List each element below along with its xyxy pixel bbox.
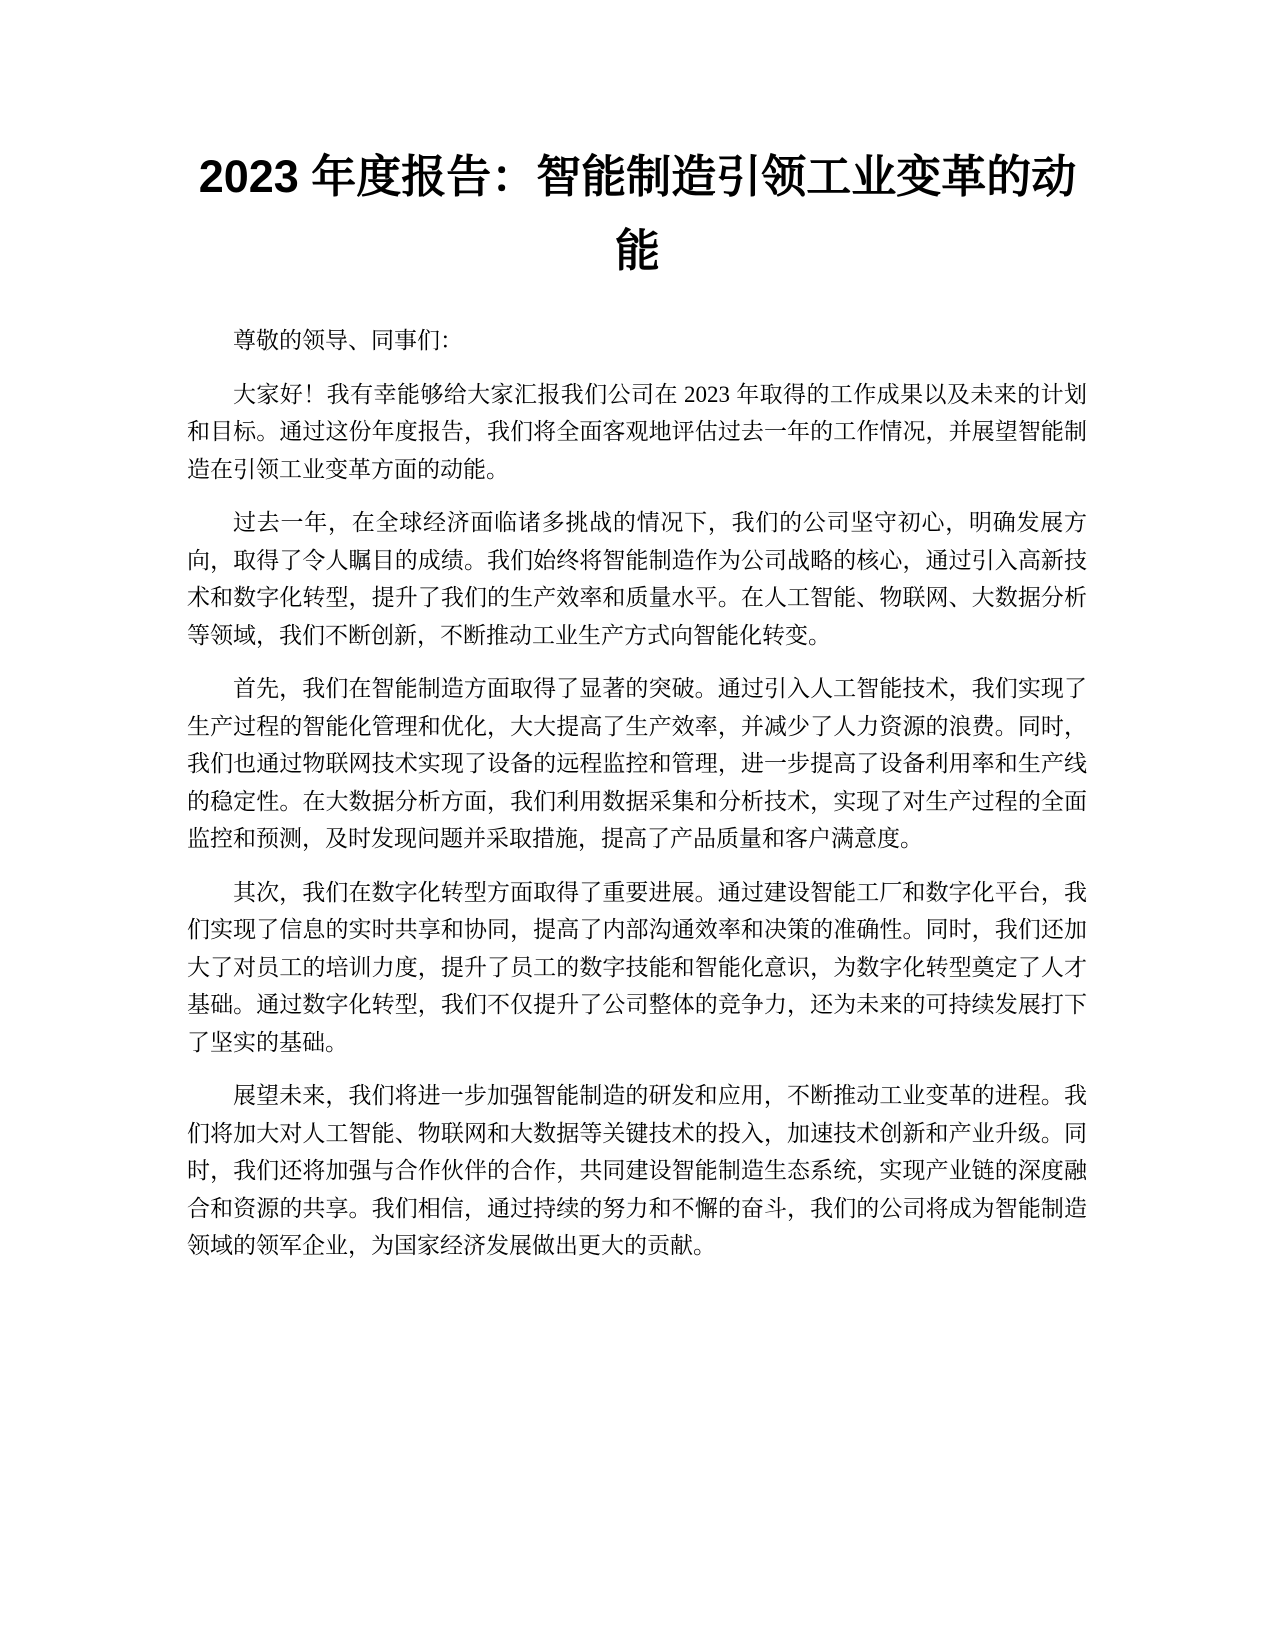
paragraph: 过去一年，在全球经济面临诸多挑战的情况下，我们的公司坚守初心，明确发展方向，取得了令人瞩目的成绩。我们始终将智能制造作为公司战略的核心，通过引入高新技术和数字化转型，提升了我们的生产效率和质量水平。在人工智能、物联网、大数据分析等领域，我们不断创新，不断推动工业生产方式向智能化转变。 (187, 510, 1087, 648)
paragraph: 其次，我们在数字化转型方面取得了重要进展。通过建设智能工厂和数字化平台，我们实现了信息的实时共享和协同，提高了内部沟通效率和决策的准确性。同时，我们还加大了对员工的培训力度，提升了员工的数字技能和智能化意识，为数字化转型奠定了人才基础。通过数字化转型，我们不仅提升了公司整体的竞争力，还为未来的可持续发展打下了坚实的基础。 (187, 879, 1087, 1055)
paragraph: 大家好！我有幸能够给大家汇报我们公司在 2023 年取得的工作成果以及未来的计划和目标。通过这份年度报告，我们将全面客观地评估过去一年的工作情况，并展望智能制造在引领工业变革方面的动能。 (187, 381, 1087, 482)
document-title: 2023 年度报告：智能制造引领工业变革的动能 (198, 151, 1077, 276)
paragraph: 展望未来，我们将进一步加强智能制造的研发和应用，不断推动工业变革的进程。我们将加大对人工智能、物联网和大数据等关键技术的投入，加速技术创新和产业升级。同时，我们还将加强与合作伙伴的合作，共同建设智能制造生态系统，实现产业链的深度融合和资源的共享。我们相信，通过持续的努力和不懈的奋斗，我们的公司将成为智能制造领域的领军企业，为国家经济发展做出更大的贡献。 (187, 1083, 1087, 1258)
document-body (187, 322, 1087, 1281)
salutation: 尊敬的领导、同事们： (233, 328, 463, 353)
paragraph: 首先，我们在智能制造方面取得了显著的突破。通过引入人工智能技术，我们实现了生产过程的智能化管理和优化，大大提高了生产效率，并减少了人力资源的浪费。同时，我们也通过物联网技术实现了设备的远程监控和管理，进一步提高了设备利用率和生产线的稳定性。在大数据分析方面，我们利用数据采集和分析技术，实现了对生产过程的全面监控和预测，及时发现问题并采取措施，提高了产品质量和客户满意度。 (187, 676, 1087, 851)
